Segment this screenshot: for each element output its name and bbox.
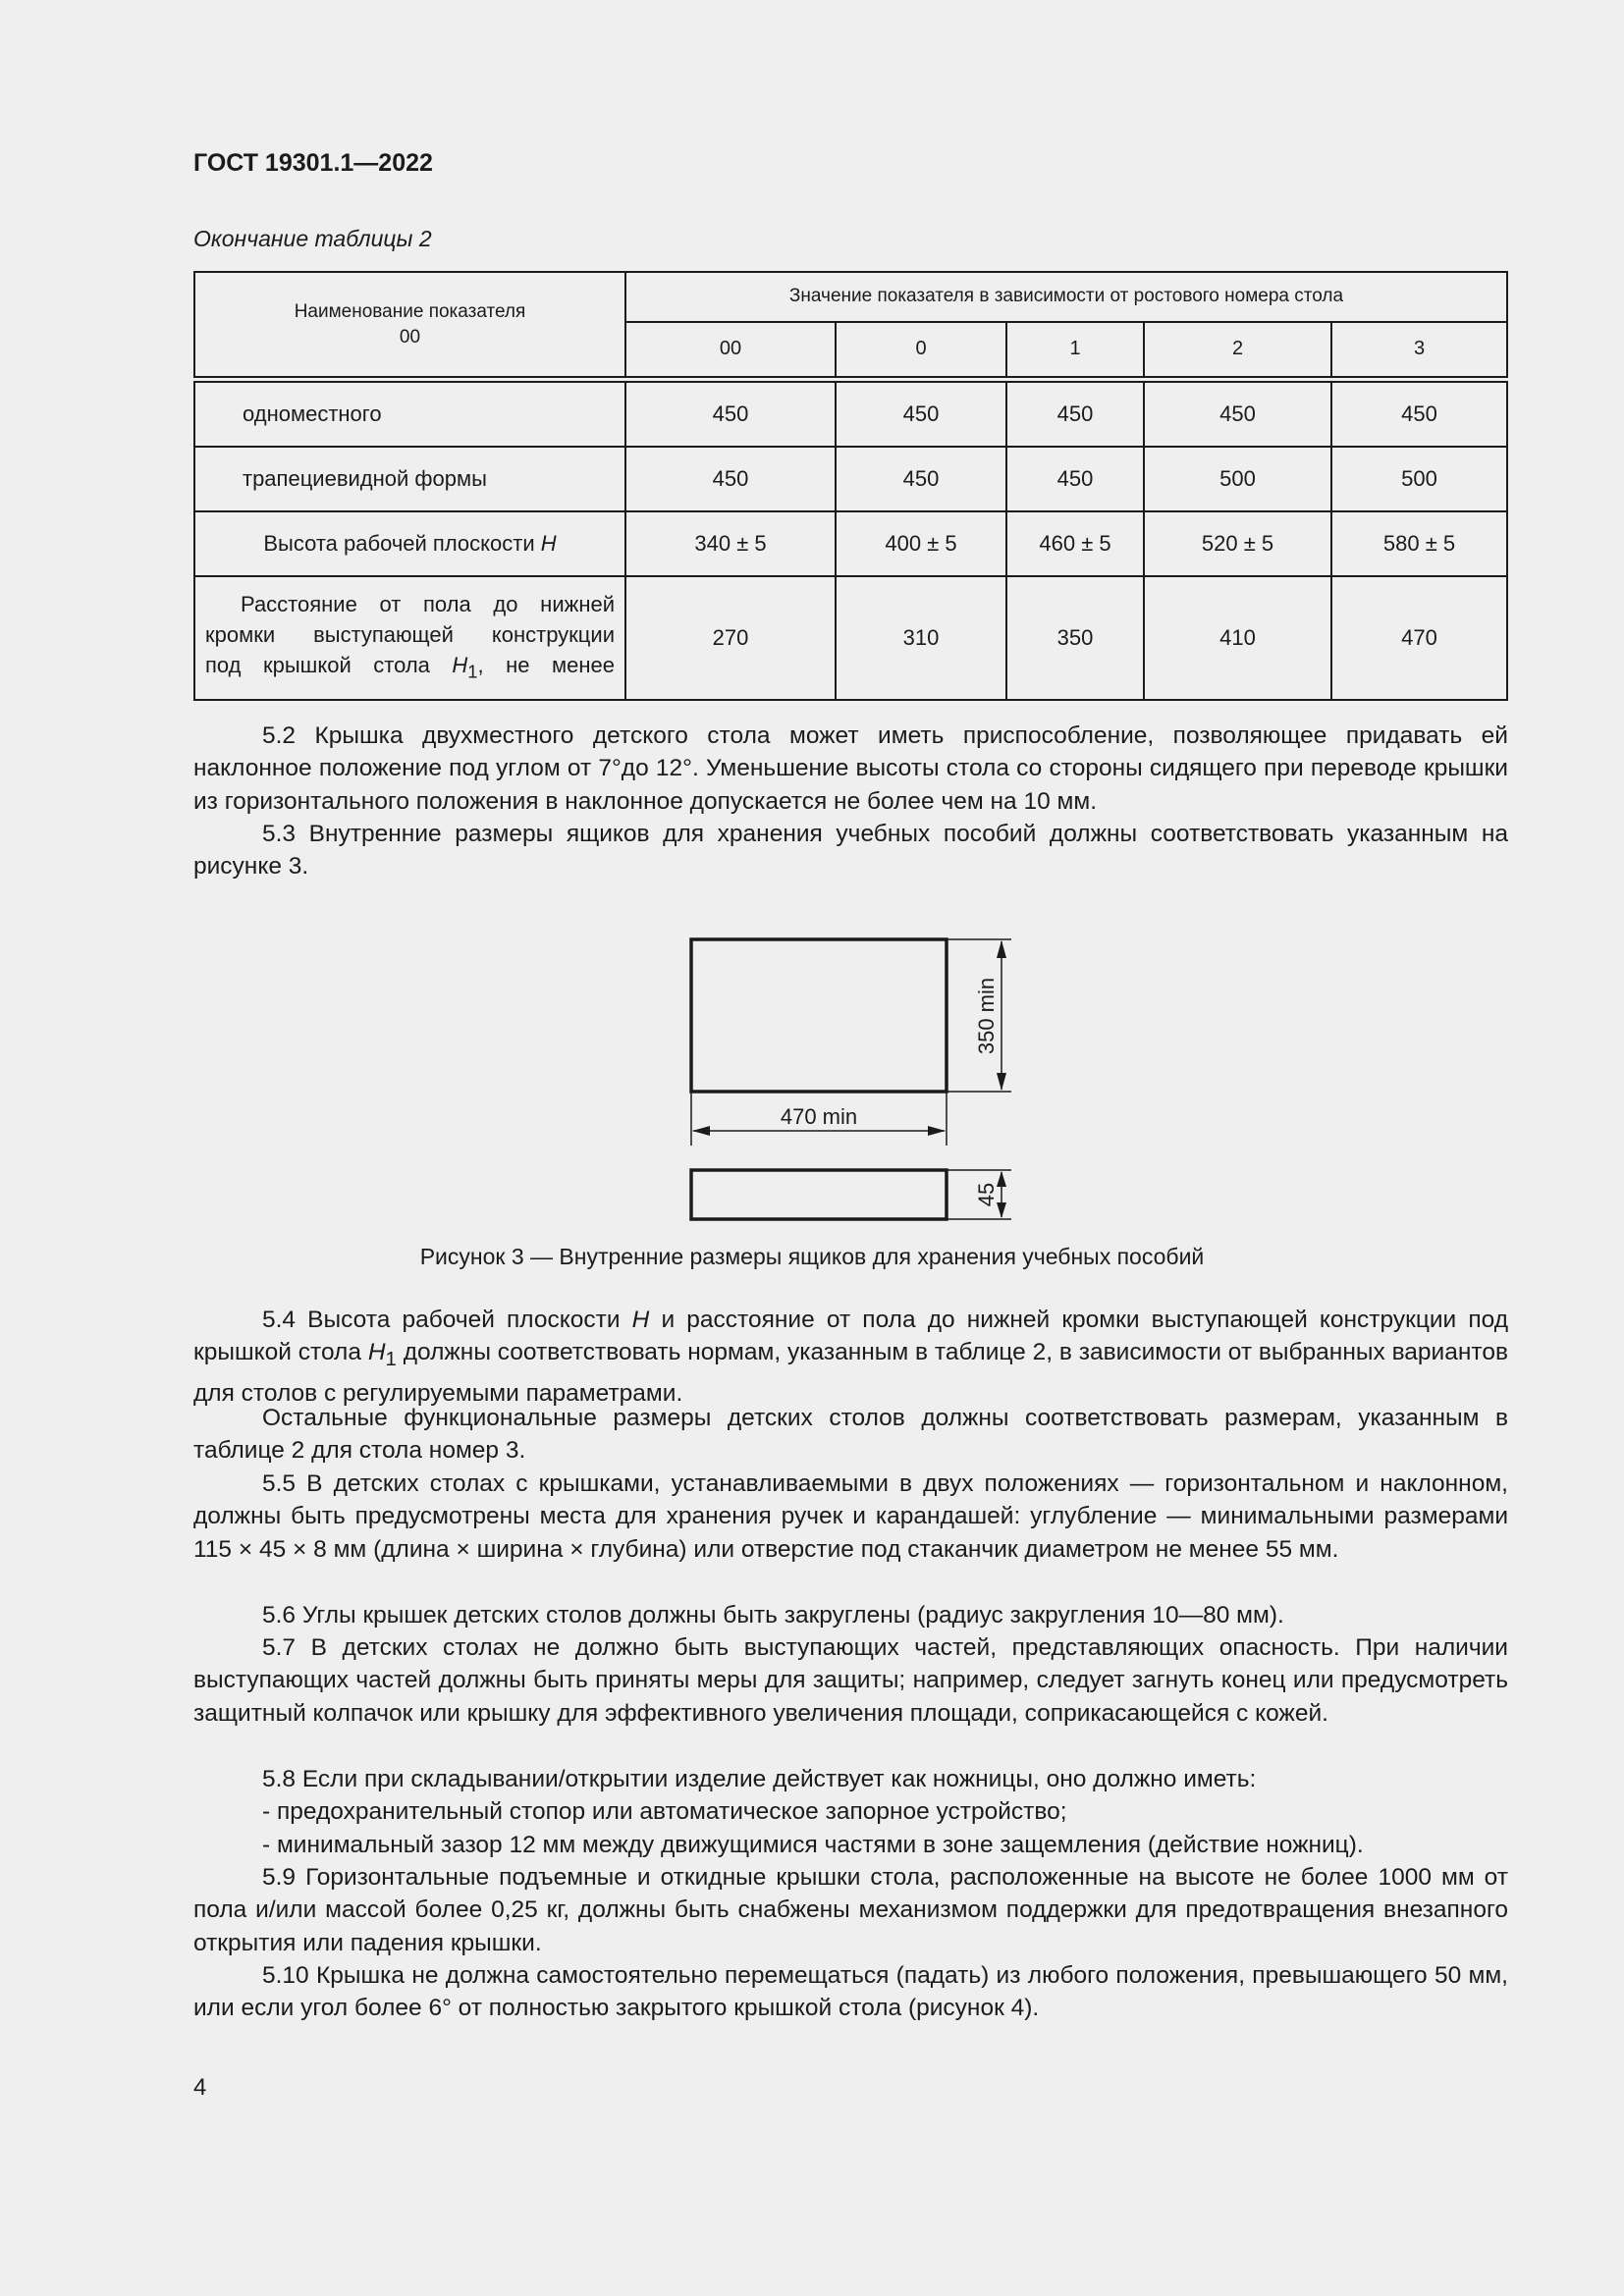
header-cell-name: Наименование показателя 00 — [194, 272, 625, 380]
row-label: трапециевидной формы — [194, 447, 625, 511]
table-cell: 450 — [1006, 380, 1144, 448]
list-item: - минимальный зазор 12 мм между движущимися частями в зоне защемления (действие ножниц). — [262, 1832, 1364, 1858]
row-label: Высота рабочей плоскости H — [194, 511, 625, 576]
table-cell: 400 ± 5 — [836, 511, 1006, 576]
table-cell: 580 ± 5 — [1331, 511, 1507, 576]
depth-dimension-label: 45 — [974, 1182, 999, 1207]
header-num: 00 — [625, 322, 836, 380]
header-num: 1 — [1006, 322, 1144, 380]
table-2 — [193, 271, 1508, 701]
table-cell: 410 — [1144, 576, 1331, 700]
box-top-view — [691, 939, 947, 1092]
row-label: Расстояние от пола до нижней кромки выступающей конструкции под крышкой стола $H_1$, не менее — [194, 576, 625, 700]
header-num: 2 — [1144, 322, 1331, 380]
header-num: 3 — [1331, 322, 1507, 380]
table-row — [194, 511, 1507, 576]
table-cell: 450 — [1331, 380, 1507, 448]
paragraph-5-8: 5.8 Если при складывании/открытии изделие действует как ножницы, оно должно иметь: — [262, 1766, 1257, 1792]
paragraph-5-6: 5.6 Углы крышек детских столов должны быть закруглены (радиус закругления 10—80 мм). — [262, 1602, 1284, 1629]
height-dimension-label: 350 min — [974, 977, 999, 1055]
table-cell: 450 — [625, 380, 836, 448]
document-header: ГОСТ 19301.1—2022 — [193, 149, 433, 177]
table-cell: 460 ± 5 — [1006, 511, 1144, 576]
paragraph-5-9: 5.9 Горизонтальные подъемные и откидные крышки стола, расположенные на высоте не более 1000 мм от пола и/или массой более 0,25 кг, должны быть снабжены механизмом поддержки для предотвращения внезапного открытия или падения крышки. — [193, 1864, 1508, 1956]
table-caption: Окончание таблицы 2 — [193, 226, 432, 251]
header-cell-span: Значение показателя в зависимости от ростового номера стола — [625, 272, 1507, 322]
header-num: 0 — [836, 322, 1006, 380]
paragraph-5-10: 5.10 Крышка не должна самостоятельно перемещаться (падать) из любого положения, превышающего 50 мм, или если угол более 6° от полностью закрытого крышкой стола (рисунок 4). — [193, 1962, 1508, 2022]
figure-caption: Рисунок 3 — Внутренние размеры ящиков для хранения учебных пособий — [419, 1244, 1205, 1269]
table-cell: 340 ± 5 — [625, 511, 836, 576]
paragraph-5-3: 5.3 Внутренние размеры ящиков для хранения учебных пособий должны соответствовать указанным на рисунке 3. — [193, 821, 1508, 881]
paragraph-5-5: 5.5 В детских столах с крышками, устанавливаемыми в двух положениях — горизонтальном и наклонном, должны быть предусмотрены места для хранения ручек и карандашей: углубление — минимальными размерами 115 × 45 × 8 мм (длина × ширина × глубина) или отверстие под стаканчик диаметром не менее 55 мм. — [193, 1470, 1508, 1563]
page-number: 4 — [193, 2074, 207, 2101]
table-cell: 470 — [1331, 576, 1507, 700]
row-label: одноместного — [194, 380, 625, 448]
table-cell: 310 — [836, 576, 1006, 700]
table-row — [194, 380, 1507, 448]
list-item: - предохранительный стопор или автоматическое запорное устройство; — [262, 1798, 1067, 1825]
table-row — [194, 576, 1507, 700]
table-row — [194, 447, 1507, 511]
table-cell: 450 — [1006, 447, 1144, 511]
table-cell: 500 — [1144, 447, 1331, 511]
table-cell: 500 — [1331, 447, 1507, 511]
table-cell: 350 — [1006, 576, 1144, 700]
table-cell: 450 — [1144, 380, 1331, 448]
paragraph-rest: Остальные функциональные размеры детских столов должны соответствовать размерам, указанным в таблице 2 для стола номер 3. — [193, 1405, 1508, 1465]
paragraph-5-7: 5.7 В детских столах не должно быть выступающих частей, представляющих опасность. При наличии выступающих частей должны быть приняты меры для защиты; например, следует загнуть конец или предусмотреть защитный колпачок или крышку для эффективного увеличения площади, соприкасающейся с кожей. — [193, 1634, 1508, 1727]
table-cell: 520 ± 5 — [1144, 511, 1331, 576]
figure-3-drawing — [677, 928, 1031, 1227]
table-cell: 270 — [625, 576, 836, 700]
paragraph-5-4: 5.4 Высота рабочей плоскости H и расстояние от пола до нижней кромки выступающей конструкции под крышкой стола $H_1$ должны соответствовать нормам, указанным в таблице 2, в зависимости от выбранных вариантов для столов с регулируемыми параметрами. — [193, 1307, 1509, 1407]
table-cell: 450 — [836, 447, 1006, 511]
paragraph-5-2: 5.2 Крышка двухместного детского стола может иметь приспособление, позволяющее придавать ей наклонное положение под углом от 7°до 12°. Уменьшение высоты стола со стороны сидящего при переводе крышки из горизонтального положения в наклонное допускается не более чем на 10 мм. — [193, 722, 1508, 815]
table-cell: 450 — [625, 447, 836, 511]
box-side-view — [691, 1170, 947, 1219]
width-dimension-label: 470 min — [780, 1104, 858, 1129]
table-cell: 450 — [836, 380, 1006, 448]
